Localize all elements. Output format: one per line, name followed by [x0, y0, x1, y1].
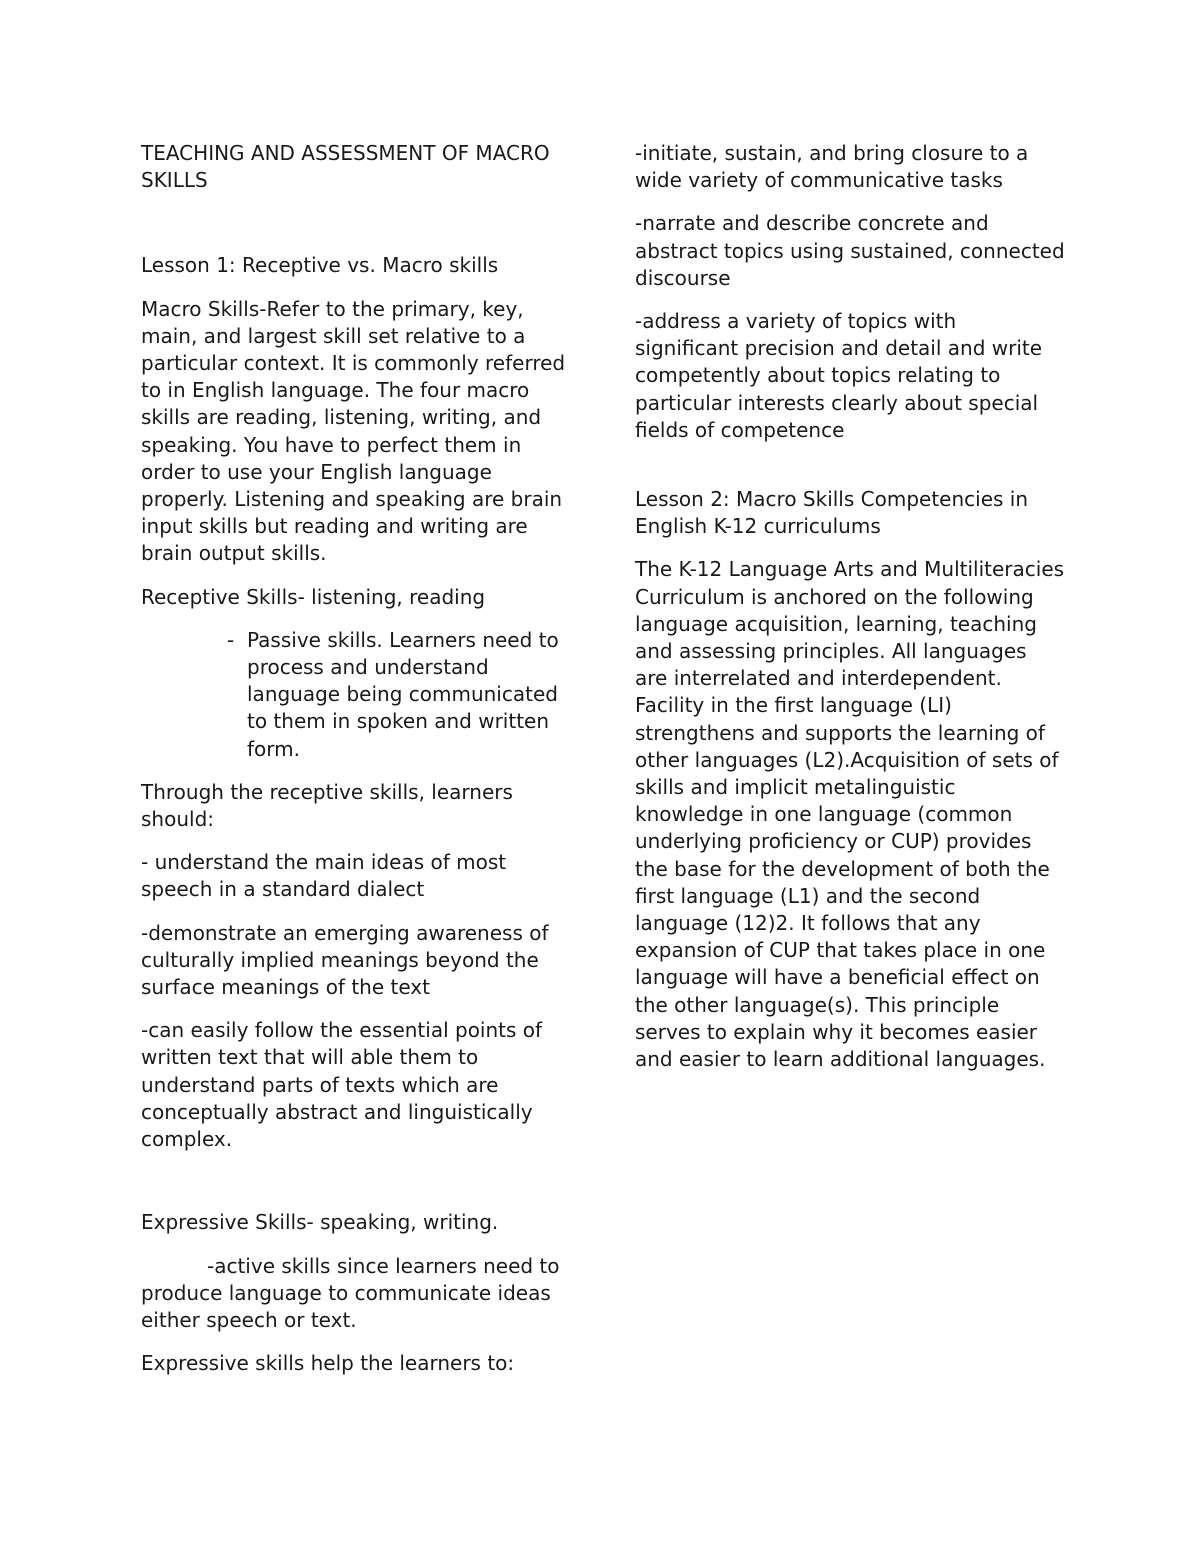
macro-skills-definition: Macro Skills-Refer to the primary, key, main, and largest skill set relative to a particular context. It is commonly referred to in English language. The four macro skills are reading, listening, writing, and speaking. You have to perfect them in order to use your English language properly. Listening and speaking are brain input skills but reading and writing are brain output skills.: [141, 296, 566, 566]
receptive-point: -demonstrate an emerging awareness of culturally implied meanings beyond the surface meanings of the text: [141, 920, 549, 1000]
expressive-skills-heading: Expressive Skills- speaking, writing.: [141, 1210, 499, 1235]
lesson1-heading: Lesson 1: Receptive vs. Macro skills: [141, 253, 499, 278]
document-title: TEACHING AND ASSESSMENT OF MACRO SKILLS: [141, 141, 550, 193]
receptive-bullet-text: Passive skills. Learners need to process and understand language being communicated to them in spoken and written form.: [247, 627, 559, 761]
receptive-point: - understand the main ideas of most speech in a standard dialect: [141, 850, 507, 902]
expressive-help-intro: Expressive skills help the learners to:: [141, 1351, 515, 1376]
left-column: [141, 140, 571, 1393]
bullet-dash: -: [227, 627, 235, 652]
expressive-point: -address a variety of topics with significant precision and detail and write competently about topics relating to particular interests clearly about special fields of competence: [635, 309, 1043, 442]
lesson2-heading: Lesson 2: Macro Skills Competencies in English K-12 curriculums: [635, 487, 1029, 539]
right-column: [635, 140, 1065, 1089]
receptive-bullet: [141, 627, 571, 763]
through-receptive-intro: Through the receptive skills, learners should:: [141, 779, 513, 832]
expressive-point: -narrate and describe concrete and abstract topics using sustained, connected discourse: [635, 211, 1065, 290]
receptive-skills-heading: Receptive Skills- listening, reading: [141, 584, 486, 609]
receptive-point: -can easily follow the essential points of written text that will able them to understand parts of texts which are conceptually abstract and linguistically complex.: [141, 1018, 543, 1152]
expressive-active-description: -active skills since learners need to produce language to communicate ideas either speech or text.: [141, 1253, 560, 1332]
expressive-point: -initiate, sustain, and bring closure to a wide variety of communicative tasks: [635, 141, 1029, 193]
k12-curriculum-paragraph: The K-12 Language Arts and Multiliteracies Curriculum is anchored on the following language acquisition, learning, teaching and assessing principles. All languages are interrelated and interdependent. Facility in the first language (LI) strengthens and supports the learning of other languages (L2).Acquisition of sets of skills and implicit metalinguistic knowledge in one language (common underlying proficiency or CUP) provides the base for the development of both the first language (L1) and the second language (12)2. It follows that any expansion of CUP that takes place in one language will have a beneficial effect on the other language(s). This principle serves to explain why it becomes easier and easier to learn additional languages.: [635, 557, 1065, 1072]
